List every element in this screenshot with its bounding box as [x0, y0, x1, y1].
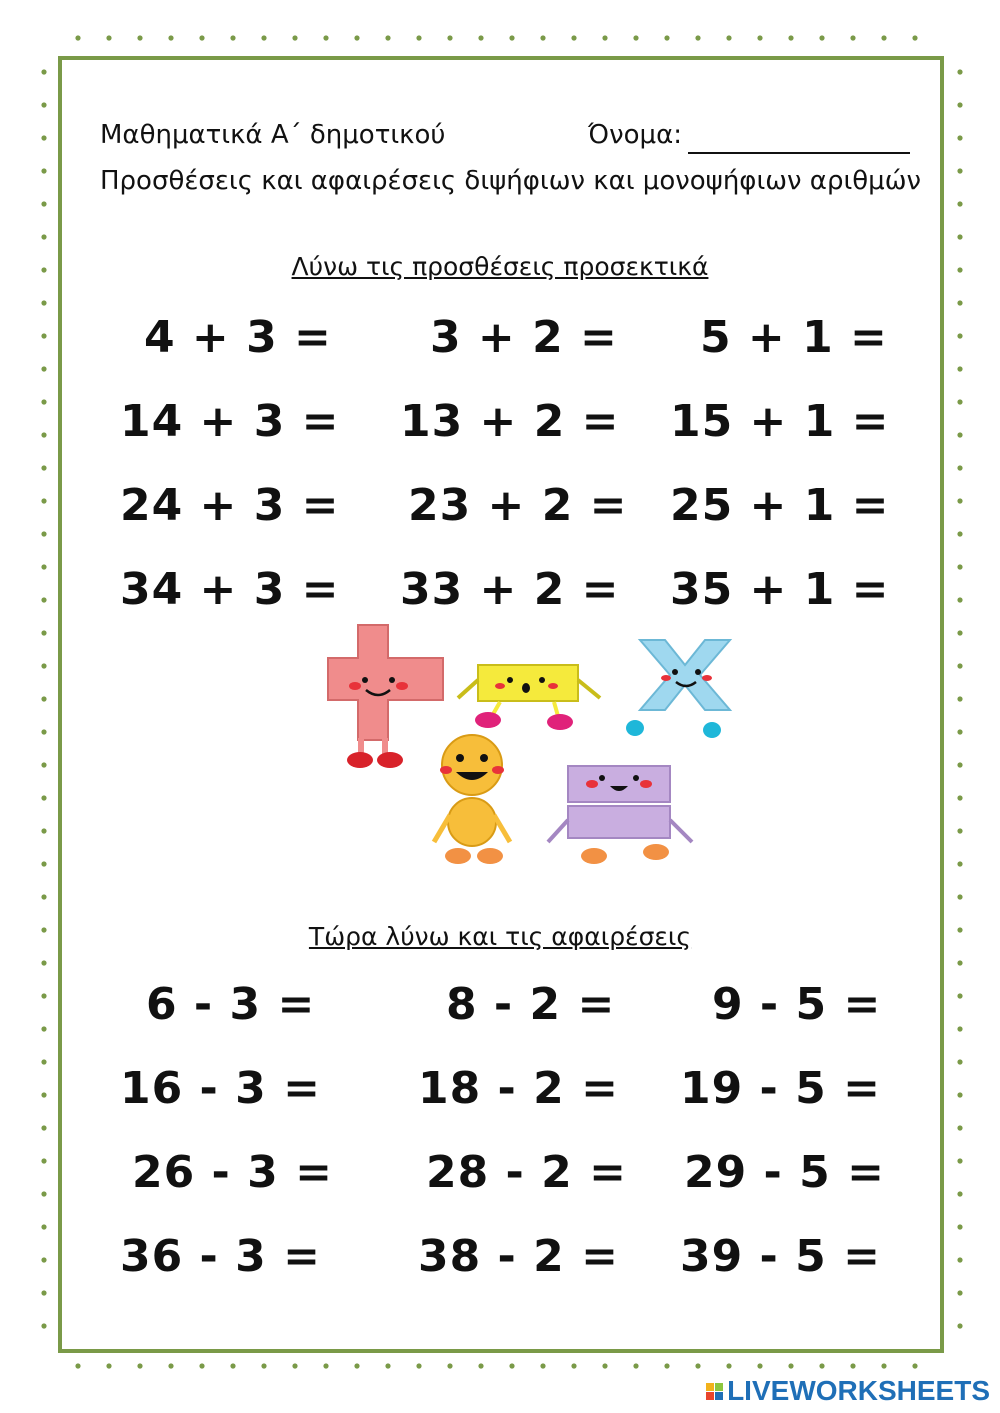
border-dot	[41, 498, 46, 503]
border-dot	[633, 35, 638, 40]
border-dot	[540, 35, 545, 40]
addition-problem: 24 + 3 =	[120, 480, 340, 531]
border-dot	[199, 1363, 204, 1368]
border-dot	[199, 35, 204, 40]
border-dot	[41, 366, 46, 371]
border-dot	[957, 630, 962, 635]
border-dot	[41, 630, 46, 635]
addition-problem: 13 + 2 =	[400, 396, 620, 447]
border-dot	[41, 102, 46, 107]
math-characters-illustration	[310, 620, 740, 875]
border-dot	[41, 201, 46, 206]
border-dot	[664, 35, 669, 40]
border-dot	[957, 366, 962, 371]
border-dot	[416, 1363, 421, 1368]
border-dot	[385, 1363, 390, 1368]
border-dot	[41, 1158, 46, 1163]
border-dot	[757, 1363, 762, 1368]
border-dot	[957, 795, 962, 800]
border-dot	[41, 762, 46, 767]
circle-character-icon	[434, 735, 510, 864]
border-dot	[957, 993, 962, 998]
border-dot	[957, 696, 962, 701]
border-dot	[726, 1363, 731, 1368]
border-dot	[757, 35, 762, 40]
border-dot	[41, 993, 46, 998]
border-dot	[957, 69, 962, 74]
border-dot	[957, 168, 962, 173]
border-dot	[957, 465, 962, 470]
border-dot	[957, 663, 962, 668]
addition-problem: 3 + 2 =	[430, 312, 618, 363]
border-dot	[41, 333, 46, 338]
subtraction-problem: 29 - 5 =	[684, 1147, 885, 1198]
border-dot	[354, 1363, 359, 1368]
subtraction-problem: 26 - 3 =	[132, 1147, 333, 1198]
border-dot	[323, 1363, 328, 1368]
border-dot	[416, 35, 421, 40]
border-dot	[850, 35, 855, 40]
additions-grid	[100, 296, 900, 632]
border-dot	[75, 1363, 80, 1368]
border-dot	[571, 35, 576, 40]
worksheet-topic: Προσθέσεις και αφαιρέσεις διψήφιων και μονοψήφιων αριθμών	[100, 166, 921, 196]
border-dot	[41, 828, 46, 833]
border-dot	[957, 1026, 962, 1031]
border-dot	[41, 894, 46, 899]
border-dot	[41, 696, 46, 701]
border-dot	[41, 135, 46, 140]
border-dot	[354, 35, 359, 40]
border-dot	[323, 35, 328, 40]
border-dot	[788, 1363, 793, 1368]
border-dot	[41, 1059, 46, 1064]
border-dot	[957, 234, 962, 239]
border-dot	[957, 597, 962, 602]
border-dot	[41, 531, 46, 536]
border-dot	[41, 1125, 46, 1130]
border-dot	[41, 729, 46, 734]
border-dot	[41, 1191, 46, 1196]
border-dot	[137, 1363, 142, 1368]
border-dot	[819, 35, 824, 40]
border-dot	[957, 1158, 962, 1163]
border-dot	[957, 762, 962, 767]
border-dot	[819, 1363, 824, 1368]
border-dot	[261, 35, 266, 40]
border-dot	[168, 1363, 173, 1368]
liveworksheets-logo	[706, 1373, 990, 1409]
border-dot	[478, 35, 483, 40]
border-dot	[695, 1363, 700, 1368]
border-dot	[957, 432, 962, 437]
border-dot	[957, 1257, 962, 1262]
border-dot	[41, 861, 46, 866]
border-dot	[41, 399, 46, 404]
border-dot	[230, 35, 235, 40]
subtraction-problem: 38 - 2 =	[418, 1231, 619, 1282]
border-dot	[168, 35, 173, 40]
border-dot	[41, 1257, 46, 1262]
subtraction-problem: 19 - 5 =	[680, 1063, 881, 1114]
border-dot	[957, 861, 962, 866]
logo-grid-icon	[706, 1383, 723, 1400]
border-dot	[957, 564, 962, 569]
subtractions-title: Τώρα λύνω και τις αφαιρέσεις	[308, 922, 692, 951]
subtraction-problem: 18 - 2 =	[418, 1063, 619, 1114]
border-dot	[41, 663, 46, 668]
border-dot	[957, 498, 962, 503]
subtraction-problem: 16 - 3 =	[120, 1063, 321, 1114]
addition-problem: 23 + 2 =	[408, 480, 628, 531]
border-dot	[957, 531, 962, 536]
subtraction-problem: 6 - 3 =	[146, 979, 316, 1030]
name-blank-line[interactable]	[688, 152, 910, 154]
subject-label: Μαθηματικά Α΄ δημοτικού	[100, 120, 446, 150]
plus-character-icon	[328, 625, 443, 768]
subtraction-problem: 39 - 5 =	[680, 1231, 881, 1282]
border-dot	[41, 465, 46, 470]
border-dot	[41, 795, 46, 800]
addition-problem: 34 + 3 =	[120, 564, 340, 615]
border-dot	[106, 35, 111, 40]
border-dot	[726, 35, 731, 40]
border-dot	[957, 960, 962, 965]
addition-problem: 4 + 3 =	[144, 312, 332, 363]
addition-problem: 25 + 1 =	[670, 480, 890, 531]
minus-character-icon	[458, 665, 600, 730]
border-dot	[41, 1092, 46, 1097]
addition-problem: 15 + 1 =	[670, 396, 890, 447]
border-dot	[788, 35, 793, 40]
border-dot	[957, 1059, 962, 1064]
additions-title: Λύνω τις προσθέσεις προσεκτικά	[291, 252, 709, 281]
border-dot	[957, 1191, 962, 1196]
border-dot	[957, 1290, 962, 1295]
subtractions-grid	[100, 963, 900, 1299]
border-dot	[957, 300, 962, 305]
border-dot	[957, 894, 962, 899]
border-dot	[41, 564, 46, 569]
border-dot	[41, 234, 46, 239]
border-dot	[664, 1363, 669, 1368]
border-dot	[695, 35, 700, 40]
border-dot	[385, 35, 390, 40]
border-dot	[912, 35, 917, 40]
border-dot	[881, 35, 886, 40]
border-dot	[41, 300, 46, 305]
border-dot	[957, 1323, 962, 1328]
border-dot	[602, 1363, 607, 1368]
border-dot	[106, 1363, 111, 1368]
border-dot	[41, 1323, 46, 1328]
subtraction-problem: 8 - 2 =	[446, 979, 616, 1030]
subtraction-problem: 28 - 2 =	[426, 1147, 627, 1198]
border-dot	[447, 35, 452, 40]
border-dot	[41, 69, 46, 74]
times-character-icon	[626, 640, 730, 738]
border-dot	[957, 201, 962, 206]
border-dot	[75, 35, 80, 40]
logo-text: LIVEWORKSHEETS	[727, 1375, 990, 1406]
border-dot	[41, 597, 46, 602]
subtraction-problem: 9 - 5 =	[712, 979, 882, 1030]
border-dot	[957, 1092, 962, 1097]
addition-problem: 33 + 2 =	[400, 564, 620, 615]
border-dot	[633, 1363, 638, 1368]
addition-problem: 14 + 3 =	[120, 396, 340, 447]
border-dot	[41, 1026, 46, 1031]
border-dot	[850, 1363, 855, 1368]
border-dot	[137, 35, 142, 40]
equals-character-icon	[548, 766, 692, 864]
addition-problem: 5 + 1 =	[700, 312, 888, 363]
border-dot	[41, 168, 46, 173]
border-dot	[447, 1363, 452, 1368]
border-dot	[292, 1363, 297, 1368]
border-dot	[957, 333, 962, 338]
border-dot	[478, 1363, 483, 1368]
border-dot	[41, 960, 46, 965]
border-dot	[41, 1224, 46, 1229]
border-dot	[957, 729, 962, 734]
border-dot	[957, 135, 962, 140]
border-dot	[292, 35, 297, 40]
border-dot	[912, 1363, 917, 1368]
border-dot	[509, 35, 514, 40]
border-dot	[571, 1363, 576, 1368]
name-label: Όνομα:	[588, 120, 682, 150]
border-dot	[957, 1125, 962, 1130]
border-dot	[41, 1290, 46, 1295]
subtraction-problem: 36 - 3 =	[120, 1231, 321, 1282]
border-dot	[602, 35, 607, 40]
border-dot	[957, 828, 962, 833]
border-dot	[41, 432, 46, 437]
border-dot	[230, 1363, 235, 1368]
border-dot	[957, 102, 962, 107]
addition-problem: 35 + 1 =	[670, 564, 890, 615]
border-dot	[957, 399, 962, 404]
border-dot	[881, 1363, 886, 1368]
border-dot	[957, 1224, 962, 1229]
border-dot	[509, 1363, 514, 1368]
border-dot	[540, 1363, 545, 1368]
border-dot	[261, 1363, 266, 1368]
